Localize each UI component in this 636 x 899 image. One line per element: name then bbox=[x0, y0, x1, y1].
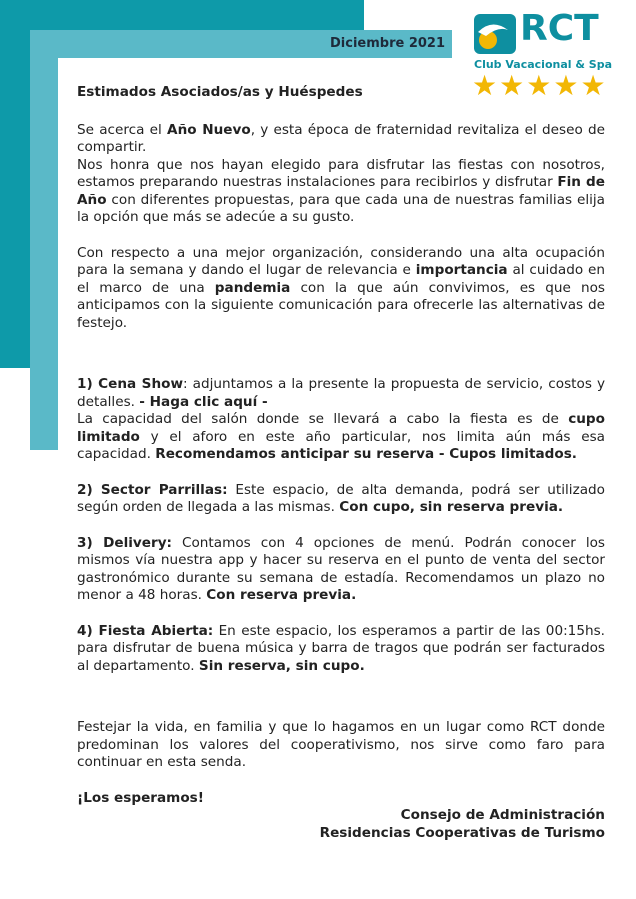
item-sector-parrillas: 2) Sector Parrillas: Este espacio, de alta demanda, podrá ser utilizado según orden de llegada a las mismas. Con cupo, sin reserva previa. bbox=[77, 481, 605, 515]
cena-show-link[interactable]: - Haga clic aquí - bbox=[139, 393, 268, 410]
star-icon: ★ bbox=[499, 69, 525, 102]
farewell: ¡Los esperamos! bbox=[77, 789, 204, 806]
signature-line-1: Consejo de Administración bbox=[400, 807, 605, 823]
item-cena-show: 1) Cena Show: adjuntamos a la presente la propuesta de servicio, costos y detalles. - Haga clic aquí - La capacidad del salón donde se llevará a cabo la fiesta es de cupo limitado y el aforo en este año particular, nos limita aún más esa capacidad. Recomendamos anticipar su reserva - Cupos limitados. bbox=[77, 376, 605, 462]
star-icon: ★ bbox=[472, 69, 498, 102]
letter-body bbox=[77, 84, 605, 842]
paragraph-1: Se acerca el Año Nuevo, y esta época de fraternidad revitaliza el deseo de compartir. bbox=[77, 121, 605, 155]
star-icon: ★ bbox=[526, 69, 552, 102]
paragraph-3: Con respecto a una mejor organización, considerando una alta ocupación para la semana y dando el lugar de relevancia e importancia al cuidado en el marco de una pandemia con la que aún convivimos, es que nos anticipamos con la siguiente comunicación para ofrecerle las alternativas de festejo. bbox=[77, 244, 605, 331]
logo-subtitle: Club Vacacional & Spa bbox=[474, 58, 612, 71]
closing-paragraph: Festejar la vida, en familia y que lo hagamos en un lugar como RCT donde predominan los valores del cooperativismo, nos sirve como faro para continuar en esta senda. bbox=[77, 719, 605, 770]
star-icon: ★ bbox=[580, 69, 606, 102]
paragraph-2: Nos honra que nos hayan elegido para disfrutar las fiestas con nosotros, estamos preparando nuestras instalaciones para recibirlos y disfrutar Fin de Año con diferentes propuestas, para que cada una de nuestras familias elija la opción que más se adecúe a su gusto. bbox=[77, 156, 606, 225]
star-icon: ★ bbox=[553, 69, 579, 102]
item-delivery: 3) Delivery: Contamos con 4 opciones de menú. Podrán conocer los mismos vía nuestra app y hacer su reserva en el punto de venta del sector gastronómico durante su semana de estadía. Recomendamos un plazo no menor a 48 horas. Con reserva previa. bbox=[77, 534, 606, 603]
logo-text: RCT bbox=[520, 8, 599, 49]
item-fiesta-abierta: 4) Fiesta Abierta: En este espacio, los esperamos a partir de las 00:15hs. para disfrutar de buena música y barra de tragos que podrán ser facturados al departamento. Sin reserva, sin cupo. bbox=[77, 622, 605, 674]
letter-date: Diciembre 2021 bbox=[330, 36, 446, 51]
greeting: Estimados Asociados/as y Huéspedes bbox=[77, 84, 363, 100]
signature-line-2: Residencias Cooperativas de Turismo bbox=[319, 824, 605, 841]
